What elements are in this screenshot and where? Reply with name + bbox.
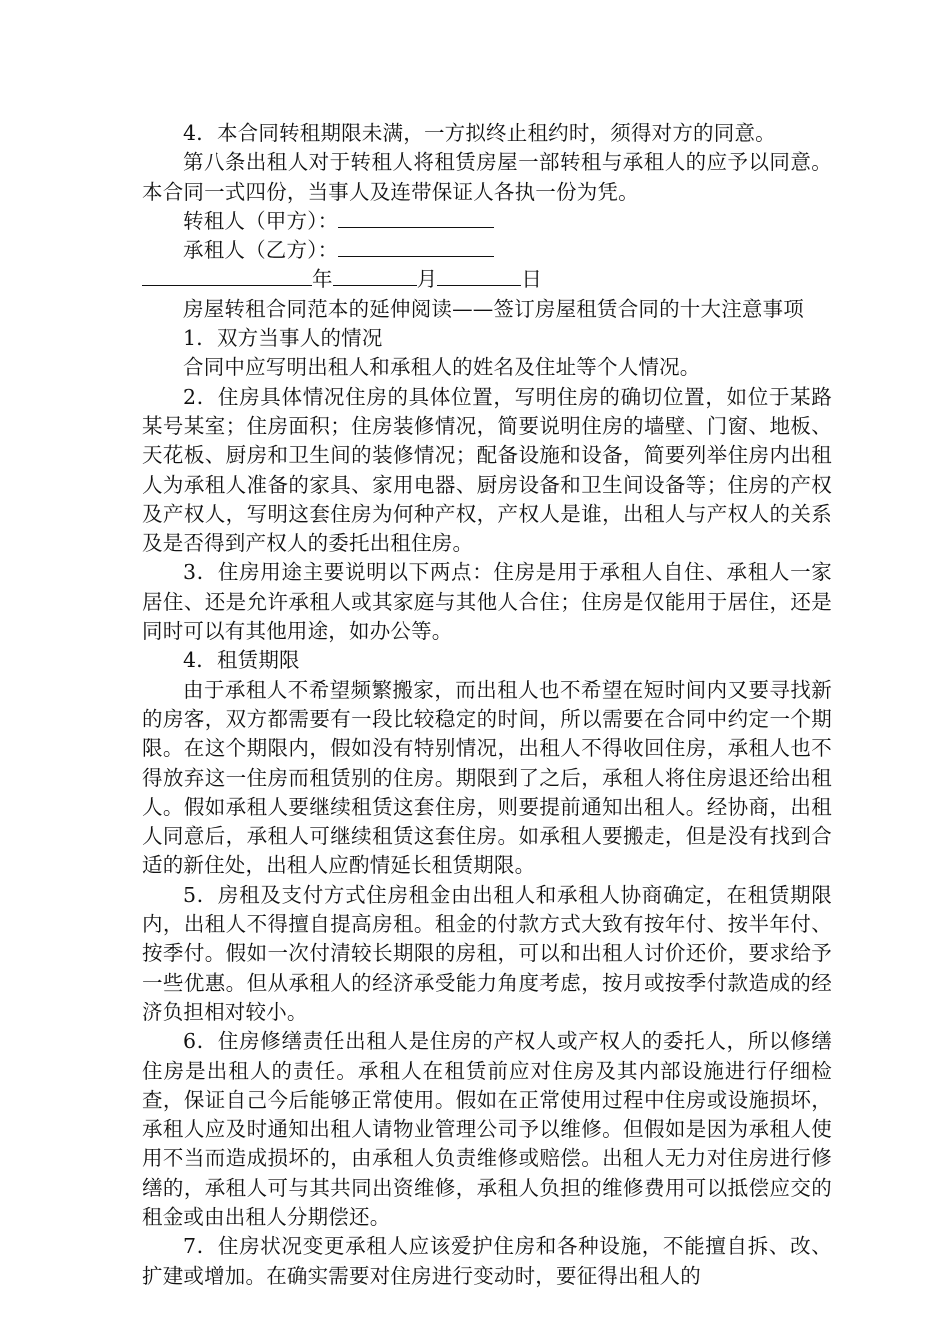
paragraph-item-6: 6．住房修缮责任出租人是住房的产权人或产权人的委托人，所以修缮住房是出租人的责任。承租人在租赁前应对住房及其内部设施进行仔细检查，保证自己今后能够正常使用。假如在正常使用过程中住房或设施损坏，承租人应及时通知出租人请物业管理公司予以维修。但假如是因为承租人使用不当而造成损坏的，由承租人负责维修或赔偿。出租人无力对住房进行修缮的，承租人可与其共同出资维修，承租人负担的维修费用可以抵偿应交的租金或由出租人分期偿还。	[142, 1029, 832, 1229]
day-blank	[437, 265, 521, 286]
paragraph-extended-reading-title: 房屋转租合同范本的延伸阅读——签订房屋租赁合同的十大注意事项	[183, 296, 804, 321]
paragraph-item-3: 3．住房用途主要说明以下两点：住房是用于承租人自住、承租人一家居住、还是允许承租人或其家庭与其他人合住；住房是仅能用于居住，还是同时可以有其他用途，如办公等。	[142, 560, 832, 644]
signature-party-b	[142, 236, 832, 265]
year-blank	[142, 265, 312, 286]
year-label: 年	[312, 267, 333, 292]
month-label: 月	[416, 267, 438, 292]
signature-date	[142, 265, 832, 294]
paragraph-item-1-body: 合同中应写明出租人和承租人的姓名及住址等个人情况。	[183, 355, 701, 380]
party-b-blank	[338, 236, 494, 257]
paragraph-item-2: 2．住房具体情况住房的具体位置，写明住房的确切位置，如位于某路某号某室；住房面积；住房装修情况，简要说明住房的墙壁、门窗、地板、天花板、厨房和卫生间的装修情况；配备设施和设备，简要列举住房内出租人为承租人准备的家具、家用电器、厨房设备和卫生间设备等；住房的产权及产权人，写明这套住房为何种产权，产权人是谁，出租人与产权人的关系及是否得到产权人的委托出租住房。	[142, 384, 832, 556]
paragraph-item-7: 7．住房状况变更承租人应该爱护住房和各种设施，不能擅自拆、改、扩建或增加。在确实需要对住房进行变动时，要征得出租人的	[142, 1234, 832, 1288]
document-body	[142, 119, 832, 1291]
paragraph-article-8: 第八条出租人对于转租人将租赁房屋一部转租与承租人的应予以同意。本合同一式四份，当事人及连带保证人各执一份为凭。	[142, 150, 832, 204]
party-a-blank	[338, 207, 494, 228]
month-blank	[333, 265, 417, 286]
signature-party-a	[142, 207, 832, 236]
paragraph-clause-4: 4．本合同转租期限未满，一方拟终止租约时，须得对方的同意。	[183, 121, 776, 145]
day-label: 日	[521, 267, 543, 292]
paragraph-item-4-body: 由于承租人不希望频繁搬家，而出租人也不希望在短时间内又要寻找新的房客，双方都需要有一段比较稳定的时间，所以需要在合同中约定一个期限。在这个期限内，假如没有特别情况，出租人不得收回住房，承租人也不得放弃这一住房而租赁别的住房。期限到了之后，承租人将住房退还给出租人。假如承租人要继续租赁这套住房，则要提前通知出租人。经协商，出租人同意后，承租人可继续租赁这套住房。如承租人要搬走，但是没有找到合适的新住处，出租人应酌情延长租赁期限。	[142, 677, 832, 878]
paragraph-item-1-heading: 1．双方当事人的情况	[183, 326, 383, 351]
paragraph-item-4-heading: 4．租赁期限	[183, 648, 300, 673]
paragraph-item-5: 5．房租及支付方式住房租金由出租人和承租人协商确定，在租赁期限内，出租人不得擅自提高房租。租金的付款方式大致有按年付、按半年付、按季付。假如一次付清较长期限的房租，可以和出租人讨价还价，要求给予一些优惠。但从承租人的经济承受能力角度考虑，按月或按季付款造成的经济负担相对较小。	[142, 882, 832, 1024]
party-b-label: 承租人（乙方）：	[183, 238, 339, 263]
party-a-label: 转租人（甲方）：	[183, 208, 339, 233]
